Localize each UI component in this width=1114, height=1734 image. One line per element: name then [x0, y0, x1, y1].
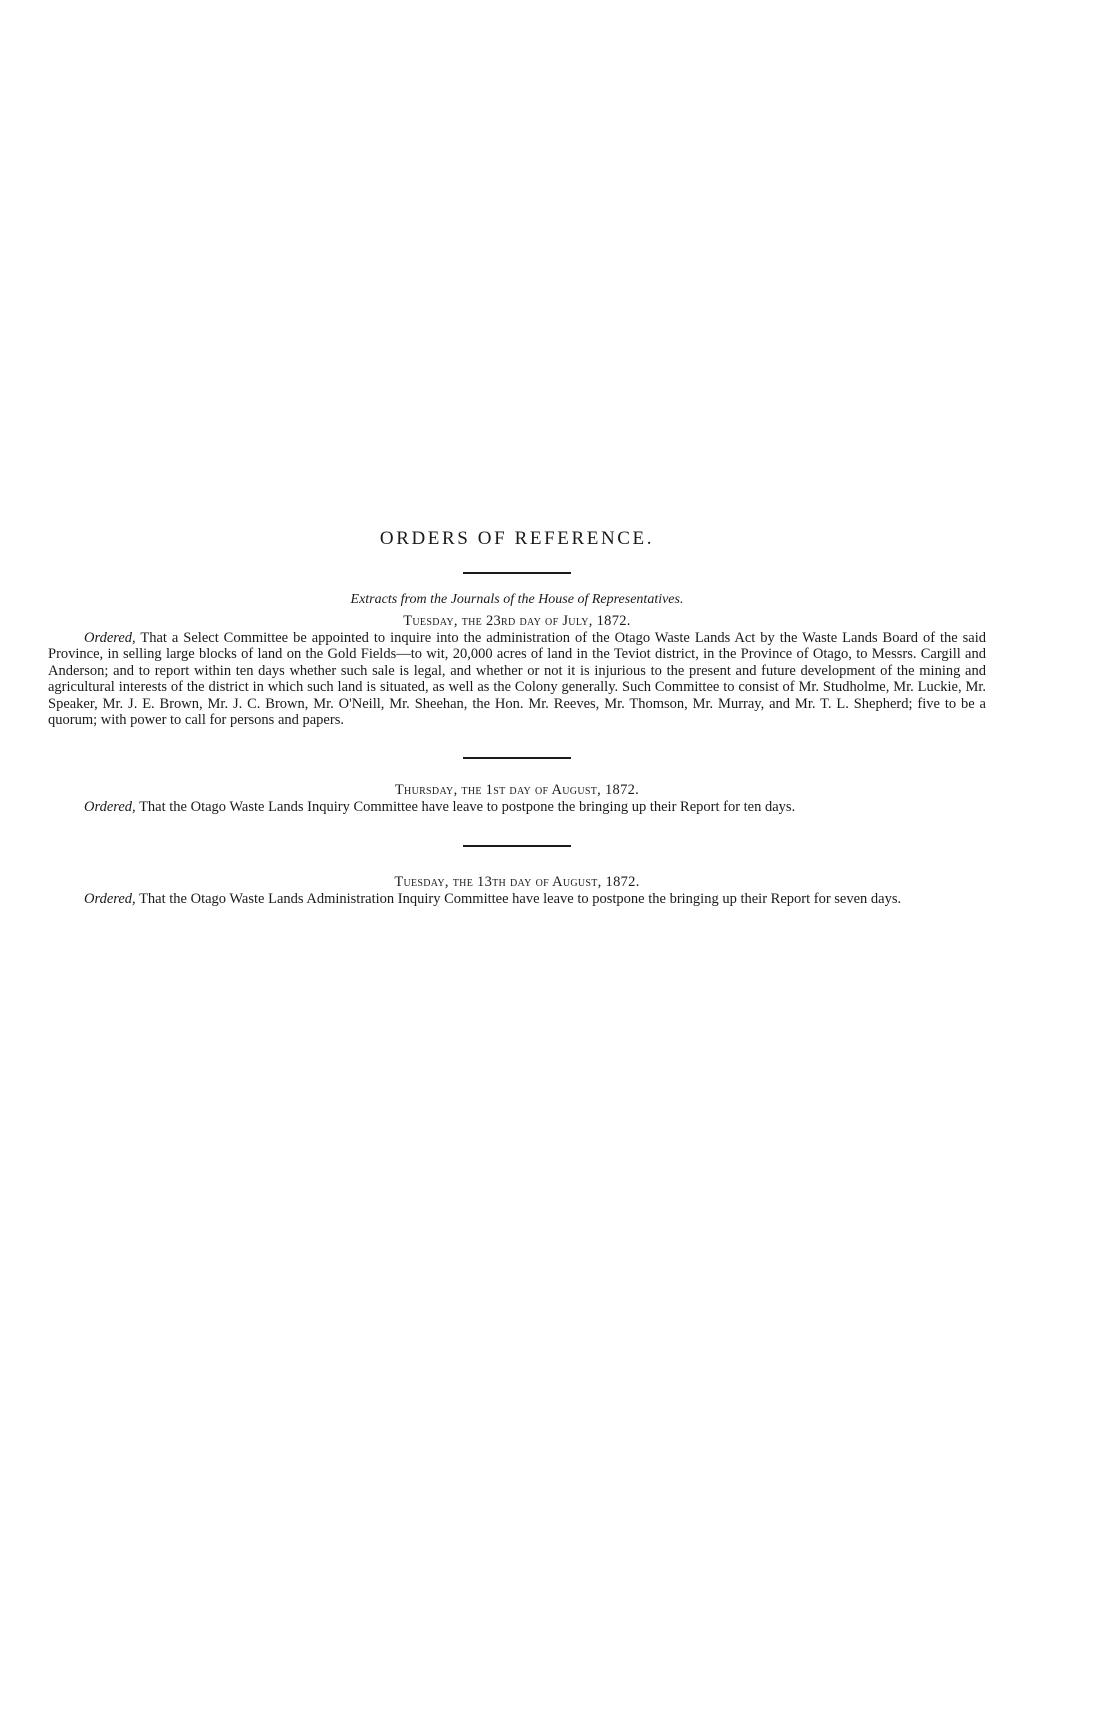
entry-text: That a Select Committee be appointed to inquire into the administration of the Otago Waste Lands Act by the Waste Lands Board of the said Province, in selling large blocks of land on the Gold Fields—to wit, 20,000 acres of land in the Teviot district, in the Province of Otago, to Messrs. Cargill and Anderson; and to report within ten days whether such sale is legal, and whether or not it is injurious to the present and future development of the mining and agricultural interests of the district in which such land is situated, as well as the Colony generally. Such Committee to consist of Mr. Studholme, Mr. Luckie, Mr. Speaker, Mr. J. E. Brown, Mr. J. C. Brown, Mr. O'Neill, Mr. Sheehan, the Hon. Mr. Reeves, Mr. Thomson, Mr. Murray, and Mr. T. L. Shepherd; five to be a quorum; with power to call for persons and papers.	[48, 630, 986, 729]
entry-ordered-label: Ordered,	[84, 890, 136, 907]
section-divider	[463, 757, 571, 759]
entry-ordered-label: Ordered,	[84, 630, 136, 646]
entry-ordered-label: Ordered,	[84, 799, 136, 816]
entry-paragraph-3	[48, 891, 986, 907]
entry-text: That the Otago Waste Lands Inquiry Committee have leave to postpone the bringing up their Report for ten days.	[139, 799, 796, 816]
entry-paragraph-2	[48, 799, 986, 815]
entry-date-3: Tuesday, the 13th day of August, 1872.	[394, 873, 640, 890]
entry-text: That the Otago Waste Lands Administration Inquiry Committee have leave to postpone the bringing up their Report for seven days.	[139, 890, 902, 907]
section-divider	[463, 845, 571, 847]
page-title: ORDERS OF REFERENCE.	[379, 528, 655, 549]
entry-date-1: Tuesday, the 23rd day of July, 1872.	[403, 613, 631, 629]
document-page	[48, 526, 986, 907]
page-subtitle: Extracts from the Journals of the House of Representatives.	[350, 592, 684, 607]
entry-date-2: Thursday, the 1st day of August, 1872.	[394, 782, 640, 799]
section-divider	[463, 572, 571, 574]
entry-paragraph-1	[48, 630, 986, 728]
